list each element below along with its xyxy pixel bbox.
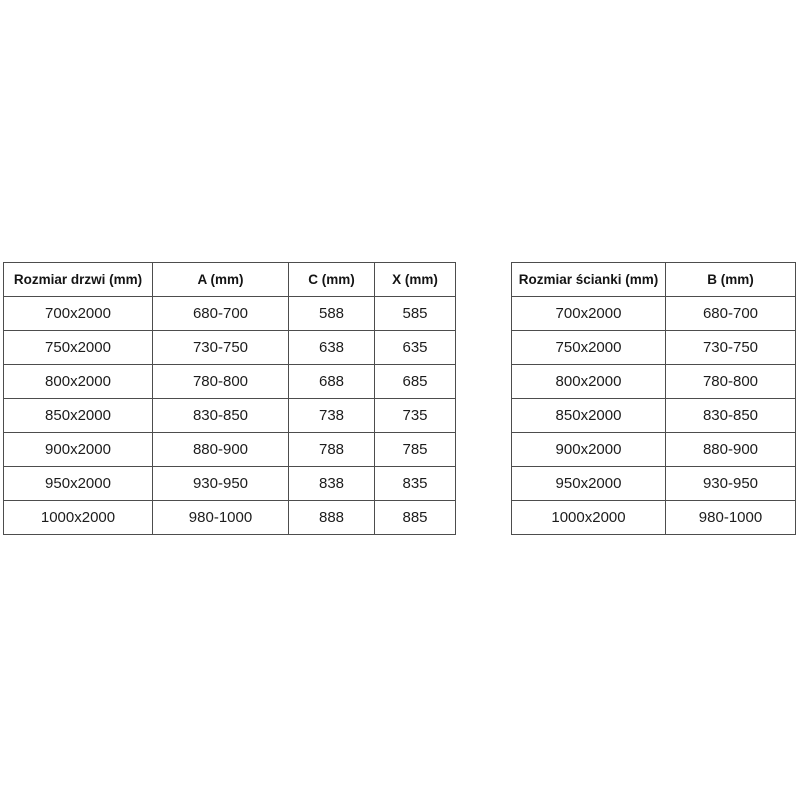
table-cell: 585 — [375, 297, 456, 331]
table-row — [512, 399, 796, 433]
table-cell: 680-700 — [153, 297, 289, 331]
table-cell: 885 — [375, 501, 456, 535]
table-cell: 930-950 — [666, 467, 796, 501]
table-cell: 830-850 — [666, 399, 796, 433]
table-cell: 780-800 — [666, 365, 796, 399]
table-row — [4, 399, 456, 433]
table-cell: 700x2000 — [4, 297, 153, 331]
table-cell: 638 — [289, 331, 375, 365]
column-header: B (mm) — [666, 263, 796, 297]
table-cell: 888 — [289, 501, 375, 535]
table-cell: 700x2000 — [512, 297, 666, 331]
table-cell: 950x2000 — [512, 467, 666, 501]
table-cell: 785 — [375, 433, 456, 467]
table-cell: 788 — [289, 433, 375, 467]
table-row — [512, 433, 796, 467]
table-row — [4, 433, 456, 467]
table-cell: 830-850 — [153, 399, 289, 433]
table-row — [4, 501, 456, 535]
header-row — [4, 263, 456, 297]
wall-size-table — [511, 262, 796, 535]
table-cell: 750x2000 — [4, 331, 153, 365]
table-cell: 688 — [289, 365, 375, 399]
table-row — [4, 467, 456, 501]
table-cell: 685 — [375, 365, 456, 399]
table-cell: 750x2000 — [512, 331, 666, 365]
table-cell: 780-800 — [153, 365, 289, 399]
column-header: A (mm) — [153, 263, 289, 297]
table-row — [4, 331, 456, 365]
column-header: Rozmiar ścianki (mm) — [512, 263, 666, 297]
column-header: Rozmiar drzwi (mm) — [4, 263, 153, 297]
table-cell: 880-900 — [666, 433, 796, 467]
table-cell: 1000x2000 — [4, 501, 153, 535]
column-header: C (mm) — [289, 263, 375, 297]
door-size-table — [3, 262, 456, 535]
table-row — [512, 297, 796, 331]
table-cell: 1000x2000 — [512, 501, 666, 535]
table-row — [4, 365, 456, 399]
table-cell: 680-700 — [666, 297, 796, 331]
table-row — [512, 501, 796, 535]
table-cell: 930-950 — [153, 467, 289, 501]
table-cell: 838 — [289, 467, 375, 501]
table-cell: 900x2000 — [4, 433, 153, 467]
table-cell: 880-900 — [153, 433, 289, 467]
table-cell: 800x2000 — [4, 365, 153, 399]
table-row — [4, 297, 456, 331]
table-cell: 850x2000 — [512, 399, 666, 433]
table-cell: 730-750 — [666, 331, 796, 365]
table-cell: 800x2000 — [512, 365, 666, 399]
table-cell: 588 — [289, 297, 375, 331]
table-cell: 738 — [289, 399, 375, 433]
column-header: X (mm) — [375, 263, 456, 297]
table-cell: 850x2000 — [4, 399, 153, 433]
table-row — [512, 365, 796, 399]
header-row — [512, 263, 796, 297]
table-cell: 900x2000 — [512, 433, 666, 467]
table-row — [512, 467, 796, 501]
table-cell: 735 — [375, 399, 456, 433]
table-cell: 730-750 — [153, 331, 289, 365]
table-cell: 950x2000 — [4, 467, 153, 501]
table-cell: 835 — [375, 467, 456, 501]
table-cell: 980-1000 — [666, 501, 796, 535]
table-cell: 635 — [375, 331, 456, 365]
table-row — [512, 331, 796, 365]
table-cell: 980-1000 — [153, 501, 289, 535]
